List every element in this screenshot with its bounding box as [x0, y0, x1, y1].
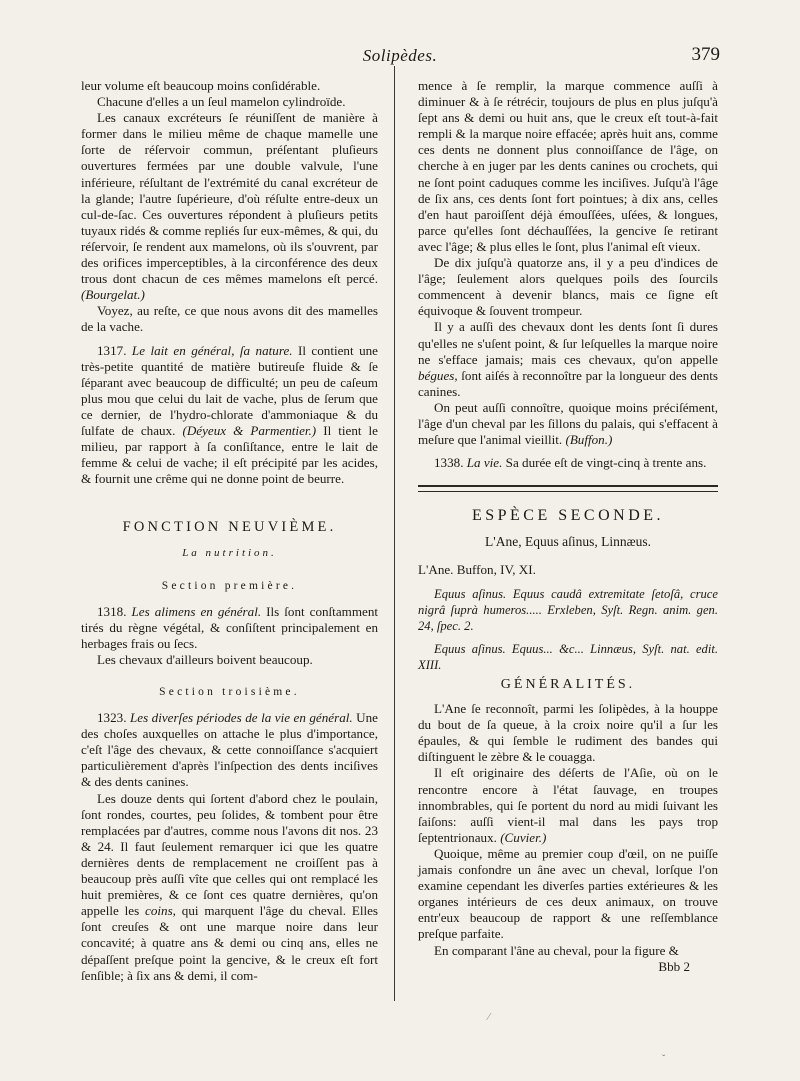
fonction-heading: FONCTION NEUVIÈME.	[122, 519, 337, 536]
page-number: 379	[691, 44, 720, 65]
paragraph: leur volume eſt beaucoup moins conſidérable.	[81, 78, 321, 93]
article-number: 1318.	[97, 603, 127, 619]
paragraph-text: Ils ſont conſtamment tirés du règne végétal, & conſiſtent principalement en herbages frais ou ſecs.	[81, 603, 379, 651]
signature-mark: Bbb 2	[658, 958, 690, 974]
running-title: Solipèdes.	[362, 46, 438, 65]
paragraph: Quoique, même au premier coup d'œil, on ne puiſſe jamais confondre un âne avec un cheval, lorſque l'on examine cependant les diverſes parties extérieures & les organes intérieurs de ces deux animaux, on trouve entr'eux beaucoup de rapport & une reſſemblance preſque parfaite.	[418, 845, 718, 942]
paragraph	[418, 319, 718, 399]
paragraph: Voyez, au reſte, ce que nous avons dit des mamelles de la vache.	[81, 303, 378, 335]
paragraph-text: Une des choſes auxquelles on attache le plus d'importance, c'eſt l'âge des chevaux, & cette connoiſſance s'acquiert particulièrement d'après l'inſpection des dents inciſives & des dents canines.	[81, 710, 378, 790]
section-heading: Section première.	[161, 579, 298, 592]
paragraph-text: Il eſt originaire des déſerts de l'Aſie, où on le rencontre encore à l'état ſauvage, en troupes innombrables, qui ſe portent du nord au midi ſuivant les ſaiſons: auſſi vient-il mal dans les pays trop ſeptentrionaux.	[418, 765, 718, 845]
paragraph-text: Les canaux excréteurs ſe réuniſſent de manière à former dans le milieu même de chaque mamelle une ſorte de réſervoir commun, préſentant pluſieurs ouvertures fermées par une double valvule, l'une inférieure, réſultant de l'extrémité du canal excréteur de la glande; l'autre ſupérieure, d'où réſulte entre-deux un cul-de-ſac. Ces ouvertures répondent à pluſieurs petits tuyaux ridés & comme repliés ſur eux-mêmes, & qui, du réſervoir, ſe rendent aux mamelons, où ils s'ouvrent, par des orifices imperceptibles, à la circonférence des deux trous dont chacun de ces mêmes mamelons eſt percé.	[81, 110, 378, 287]
running-head	[80, 44, 720, 74]
article-title: Les diverſes périodes de la vie en général.	[129, 710, 353, 726]
paragraph-text: Il y a auſſi des chevaux dont les dents ſont ſi dures qu'elles ne s'uſent point, & ſur leſquelles la marque noire ne s'efface jamais; mais ces chevaux, qu'on appelle	[418, 319, 718, 367]
paragraph: De dix juſqu'à quatorze ans, il y a peu d'indices de l'âge; ſeulement alors quelques poils des ſourcils commencent à devenir blancs, mais ce ſigne eſt équivoque & ſouvent trompeur.	[418, 255, 718, 319]
paragraph: mence à ſe remplir, la marque commence auſſi à diminuer & à ſe rétrécir, toujours de plus en plus juſqu'à ſept ans & demi ou huit ans, que le creux eſt tout-à-fait rempli & la marque noire effacée; après huit ans, comme ces dents ne donnent plus connoiſſance de l'âge, on cherche à en juger par les dents canines ou crochets, qui ne ſont point caduques comme les inciſives. Juſqu'à l'âge de ſix ans, ces dents ſont fort pointues; à dix ans, celles d'en haut paroiſſent déjà émouſſées, uſées, & longues, parce qu'elles ſont déchauſſées, la gencive ſe retirant avec l'âge; & plus elles le ſont, plus l'animal eſt vieux.	[418, 78, 718, 254]
double-rule-divider	[418, 485, 718, 492]
ink-mark: ˇ	[662, 1054, 666, 1065]
article-1317	[81, 343, 378, 488]
citation: (Cuvier.)	[500, 829, 547, 845]
left-column	[81, 78, 378, 984]
paragraph	[81, 110, 378, 303]
article-1323	[81, 710, 378, 790]
species-heading: L'Ane, Equus aſinus, Linnæus.	[485, 534, 651, 550]
paragraph-text: On peut auſſi connoître, quoique moins préciſément, l'âge d'un cheval par les ſillons du palais, qui s'effacent à meſure que l'animal vieillit.	[418, 399, 718, 448]
paragraph-text: Il contient une très-petite quantité de matière butireuſe fluide & ſe ſéparant avec beaucoup de difficulté; un peu de caſeum plus mou que celui du lait de vache, plus de ſerum que ce dernier, de l'hydro-chlorate d'ammoniaque & du ſulfate de chaux.	[81, 342, 378, 438]
paragraph-text: ſont aiſés à reconnoître par la longueur des dents canines.	[418, 367, 718, 399]
article-number: 1317.	[97, 342, 127, 358]
article-title: Les alimens en général.	[131, 603, 262, 619]
citation: (Buffon.)	[565, 432, 613, 448]
paragraph	[418, 400, 718, 448]
article-title: Le lait en général, ſa nature.	[131, 342, 293, 358]
generalites-heading: GÉNÉRALITÉS.	[500, 677, 636, 692]
section-heading: Section troisième.	[159, 686, 300, 698]
nutrition-heading: La nutrition.	[182, 547, 277, 560]
citation: (Bourgelat.)	[81, 287, 145, 303]
citation: (Déyeux & Parmentier.)	[182, 422, 317, 438]
right-column	[418, 78, 718, 975]
paragraph-text: Il tient le milieu, par rapport à ſa conſiſtance, entre le lait de femme & celui de vache; il eſt précipité par les acides, & fournit une crême qui ne donne point de beurre.	[81, 422, 378, 487]
paragraph: Chacune d'elles a un ſeul mamelon cylindroïde.	[97, 94, 346, 110]
paragraph: En comparant l'âne au cheval, pour la figure &	[434, 942, 679, 958]
article-1338	[418, 455, 718, 471]
ink-mark: ⁄	[488, 1012, 490, 1023]
article-title: La vie.	[466, 455, 503, 471]
paragraph-text: Sa durée eſt de vingt-cinq à trente ans.	[505, 455, 707, 471]
paragraph-text: Les douze dents qui ſortent d'abord chez le poulain, ſont rondes, courtes, peu ſolides, & tombent pour être remplacées par d'autres, comme nous l'avons dit nos. 23 & 24. Il faut ſeulement remarquer ici que les quatre dernières dents de remplacement ne croiſſent pas à beaucoup près auſſi vîte que celles qui ont remplacé les huit premières, & ce ſont ces quatre dernières, qu'on appelle les	[81, 790, 378, 919]
synonym-reference: Equus aſinus. Equus caudâ extremitate ſetoſâ, cruce nigrâ ſuprà humeros..... Erxleben, Syſt. Regn. anim. gen. 24, ſpec. 2.	[418, 586, 718, 633]
article-number: 1323.	[97, 710, 127, 726]
column-divider	[394, 66, 395, 1001]
italic-term: coins,	[145, 903, 176, 919]
article-1318	[81, 604, 378, 652]
synonym-reference: Equus aſinus. Equus... &c... Linnæus, Syſt. nat. edit. XIII.	[418, 641, 718, 672]
synonym-reference: L'Ane. Buffon, IV, XI.	[418, 562, 536, 578]
espece-heading: ESPÈCE SECONDE.	[471, 507, 665, 525]
paragraph: Les chevaux d'ailleurs boivent beaucoup.	[97, 651, 313, 667]
article-number: 1338.	[434, 455, 464, 471]
paragraph: L'Ane ſe reconnoît, parmi les ſolipèdes, à la houppe du bout de ſa queue, à la croix noire qu'il a ſur les épaules, & qui ſemble le rudiment des bandes qui diſtinguent le zèbre & le couagga.	[418, 701, 718, 765]
paragraph	[418, 765, 718, 845]
italic-term: bégues,	[418, 367, 458, 383]
paragraph	[81, 791, 378, 984]
paragraph-text: qui marquent l'âge du cheval. Elles ſont creuſes & ont une marque noire dans leur concavité; à quatre ans & demi ou cinq ans, elles ne dépaſſent preſque point la gencive, & le creux eſt fort ſenſible; à ſix ans & demi, il com-	[81, 903, 379, 983]
